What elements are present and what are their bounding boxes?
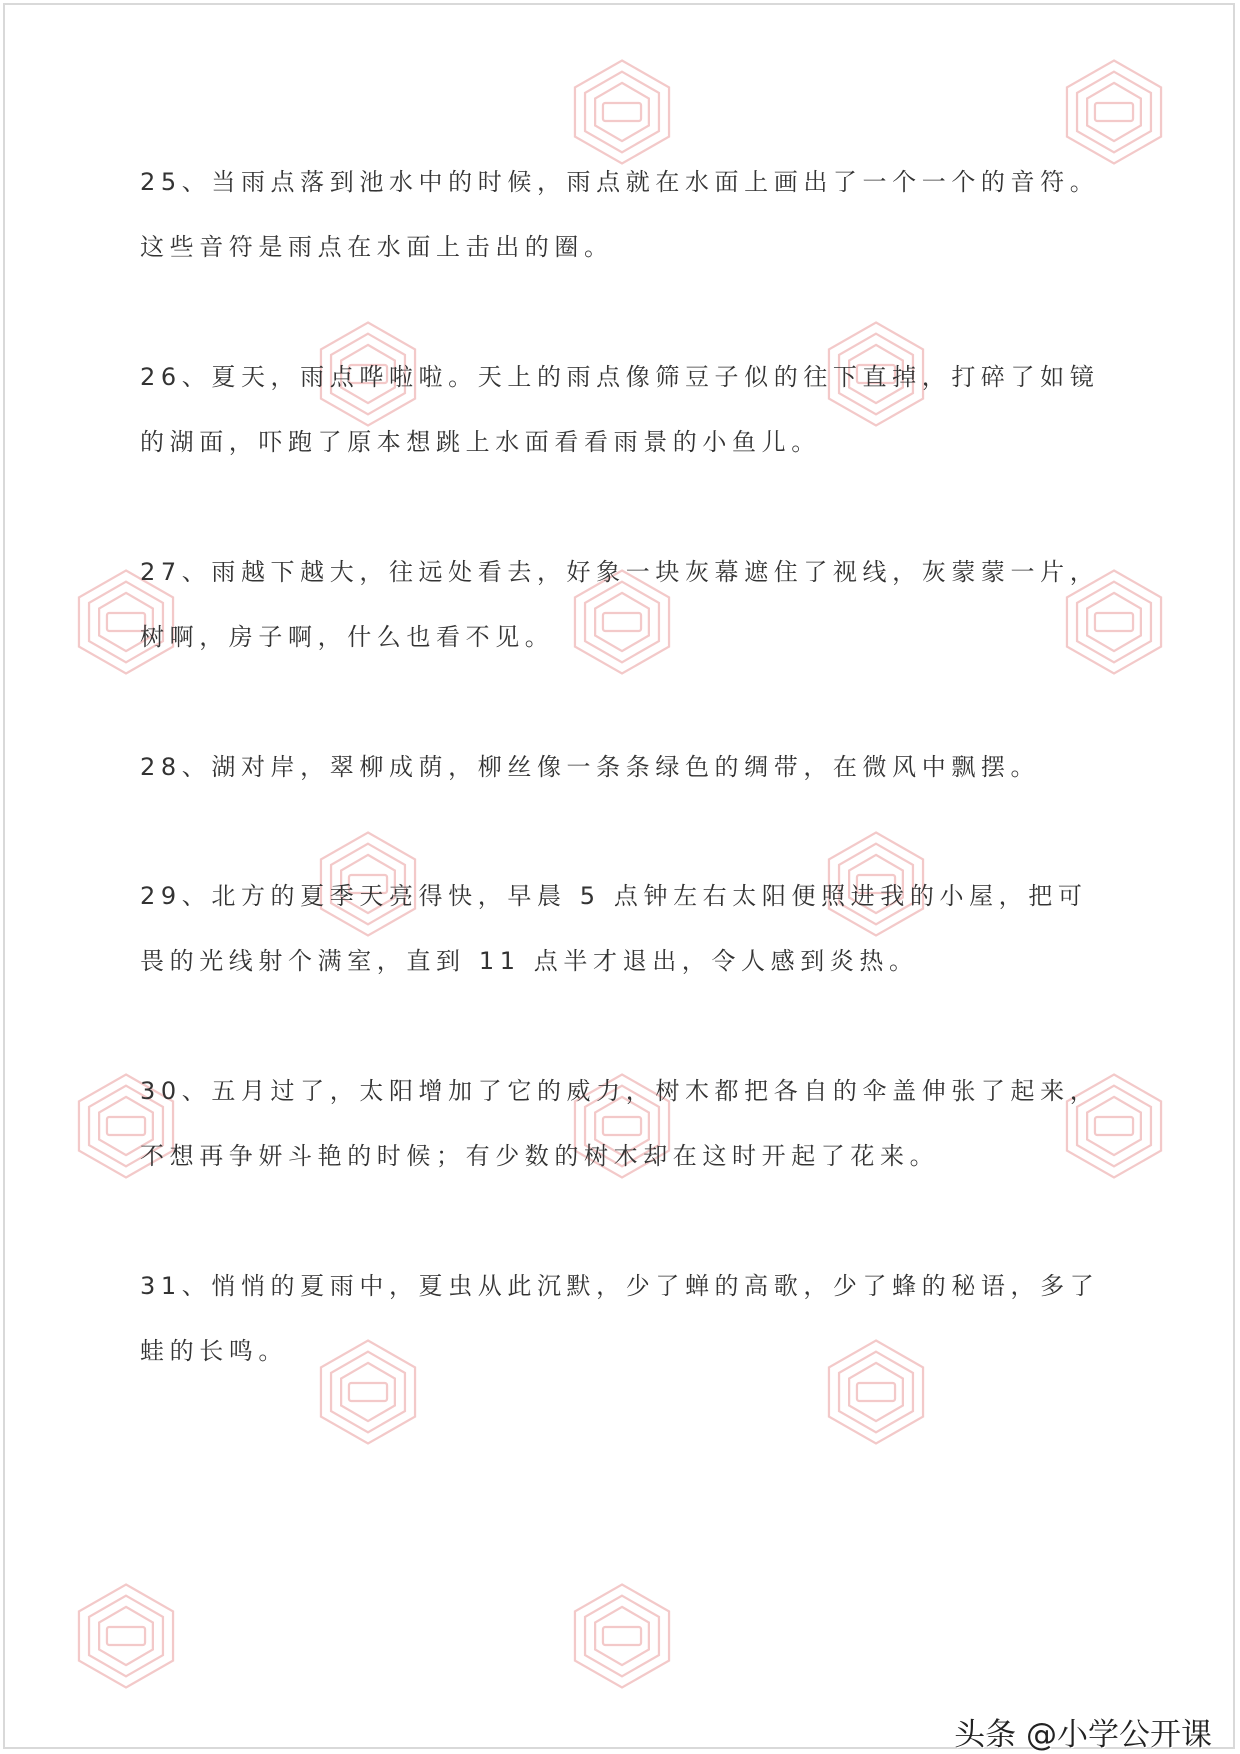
paragraph-29: 29、北方的夏季天亮得快，早晨 5 点钟左右太阳便照进我的小屋，把可畏的光线射个满室，直到 11 点半才退出，令人感到炎热。 [140,882,1088,975]
paragraph-28: 28、湖对岸，翠柳成荫，柳丝像一条条绿色的绸带，在微风中飘摆。 [140,753,1041,781]
paragraph-27: 27、雨越下越大，往远处看去，好象一块灰幕遮住了视线，灰蒙蒙一片，树啊，房子啊，什么也看不见。 [140,558,1100,651]
paragraph-25: 25、当雨点落到池水中的时候，雨点就在水面上画出了一个一个的音符。这些音符是雨点在水面上击出的圈。 [140,168,1100,261]
paragraph-30: 30、五月过了，太阳增加了它的威力，树木都把各自的伞盖伸张了起来，不想再争妍斗艳的时候；有少数的树木却在这时开起了花来。 [140,1077,1100,1170]
paragraph-31: 31、悄悄的夏雨中，夏虫从此沉默，少了蝉的高歌，少了蜂的秘语，多了蛙的长鸣。 [140,1272,1100,1365]
source-watermark-credit: 头条 @小学公开课 [954,1717,1212,1753]
paragraph-26: 26、夏天，雨点哗啦啦。天上的雨点像筛豆子似的往下直掉，打碎了如镜的湖面，吓跑了原本想跳上水面看看雨景的小鱼儿。 [140,363,1100,456]
